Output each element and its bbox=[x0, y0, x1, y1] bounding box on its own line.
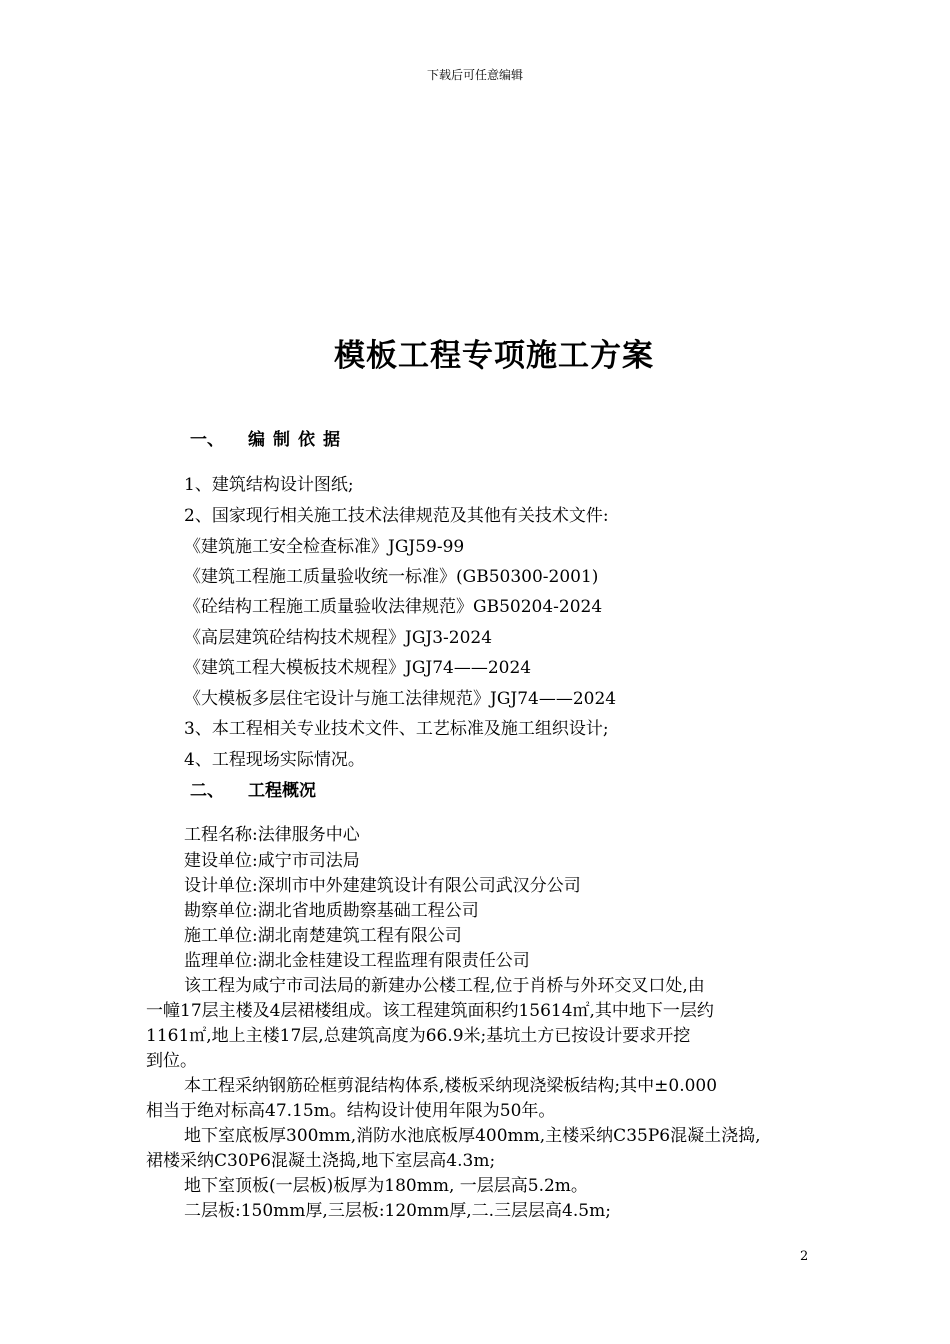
document-title: 模板工程专项施工方案 bbox=[334, 338, 654, 374]
project-info-line: 监理单位:湖北金桂建设工程监理有限责任公司 bbox=[184, 951, 530, 971]
basis-item: 3、本工程相关专业技术文件、工艺标准及施工组织设计; bbox=[184, 719, 609, 739]
standard-ref: 《砼结构工程施工质量验收法律规范》GB50204-2024 bbox=[184, 597, 603, 617]
basis-item: 1、建筑结构设计图纸; bbox=[184, 475, 354, 495]
paragraph-line: 1161㎡,地上主楼17层,总建筑高度为66.9米;基坑土方已按设计要求开挖 bbox=[146, 1026, 691, 1046]
paragraph-line: 裙楼采纳C30P6混凝土浇捣,地下室层高4.3m; bbox=[146, 1151, 496, 1171]
paragraph-line: 地下室底板厚300mm,消防水池底板厚400mm,主楼采纳C35P6混凝土浇捣, bbox=[184, 1126, 761, 1146]
paragraph-line: 一幢17层主楼及4层裙楼组成。该工程建筑面积约15614㎡,其中地下一层约 bbox=[146, 1001, 714, 1021]
project-info-line: 建设单位:咸宁市司法局 bbox=[184, 851, 360, 871]
project-info-line: 施工单位:湖北南楚建筑工程有限公司 bbox=[184, 926, 462, 946]
page-header: 下载后可任意编辑 bbox=[426, 68, 523, 82]
basis-item: 2、国家现行相关施工技术法律规范及其他有关技术文件: bbox=[184, 506, 609, 526]
project-info-line: 工程名称:法律服务中心 bbox=[184, 825, 360, 845]
paragraph-line: 相当于绝对标高47.15m。结构设计使用年限为50年。 bbox=[146, 1101, 556, 1121]
section-heading-basis bbox=[190, 425, 348, 450]
section-heading-overview bbox=[190, 776, 316, 801]
paragraph-line: 本工程采纳钢筋砼框剪混结构体系,楼板采纳现浇梁板结构;其中±0.000 bbox=[184, 1076, 718, 1096]
basis-item: 4、工程现场实际情况。 bbox=[184, 750, 365, 770]
standard-ref: 《建筑施工安全检查标准》JGJ59-99 bbox=[184, 537, 465, 557]
section-title: 编制依据 bbox=[248, 430, 348, 450]
standard-ref: 《建筑工程施工质量验收统一标准》(GB50300-2001) bbox=[184, 567, 599, 587]
standard-ref: 《大模板多层住宅设计与施工法律规范》JGJ74——2024 bbox=[184, 689, 617, 709]
paragraph-line: 地下室顶板(一层板)板厚为180mm, 一层层高5.2m。 bbox=[184, 1176, 588, 1196]
paragraph-line: 该工程为咸宁市司法局的新建办公楼工程,位于肖桥与外环交叉口处,由 bbox=[184, 976, 705, 996]
section-title: 工程概况 bbox=[248, 781, 316, 801]
section-number: 二、 bbox=[190, 781, 224, 801]
section-number: 一、 bbox=[190, 430, 224, 450]
project-info-line: 设计单位:深圳市中外建建筑设计有限公司武汉分公司 bbox=[184, 876, 581, 896]
page-number: 2 bbox=[800, 1249, 809, 1264]
paragraph-line: 二层板:150mm厚,三层板:120mm厚,二.三层层高4.5m; bbox=[184, 1201, 611, 1221]
project-info-line: 勘察单位:湖北省地质勘察基础工程公司 bbox=[184, 901, 479, 921]
paragraph-line: 到位。 bbox=[146, 1051, 197, 1071]
standard-ref: 《高层建筑砼结构技术规程》JGJ3-2024 bbox=[184, 628, 493, 648]
standard-ref: 《建筑工程大模板技术规程》JGJ74——2024 bbox=[184, 658, 532, 678]
